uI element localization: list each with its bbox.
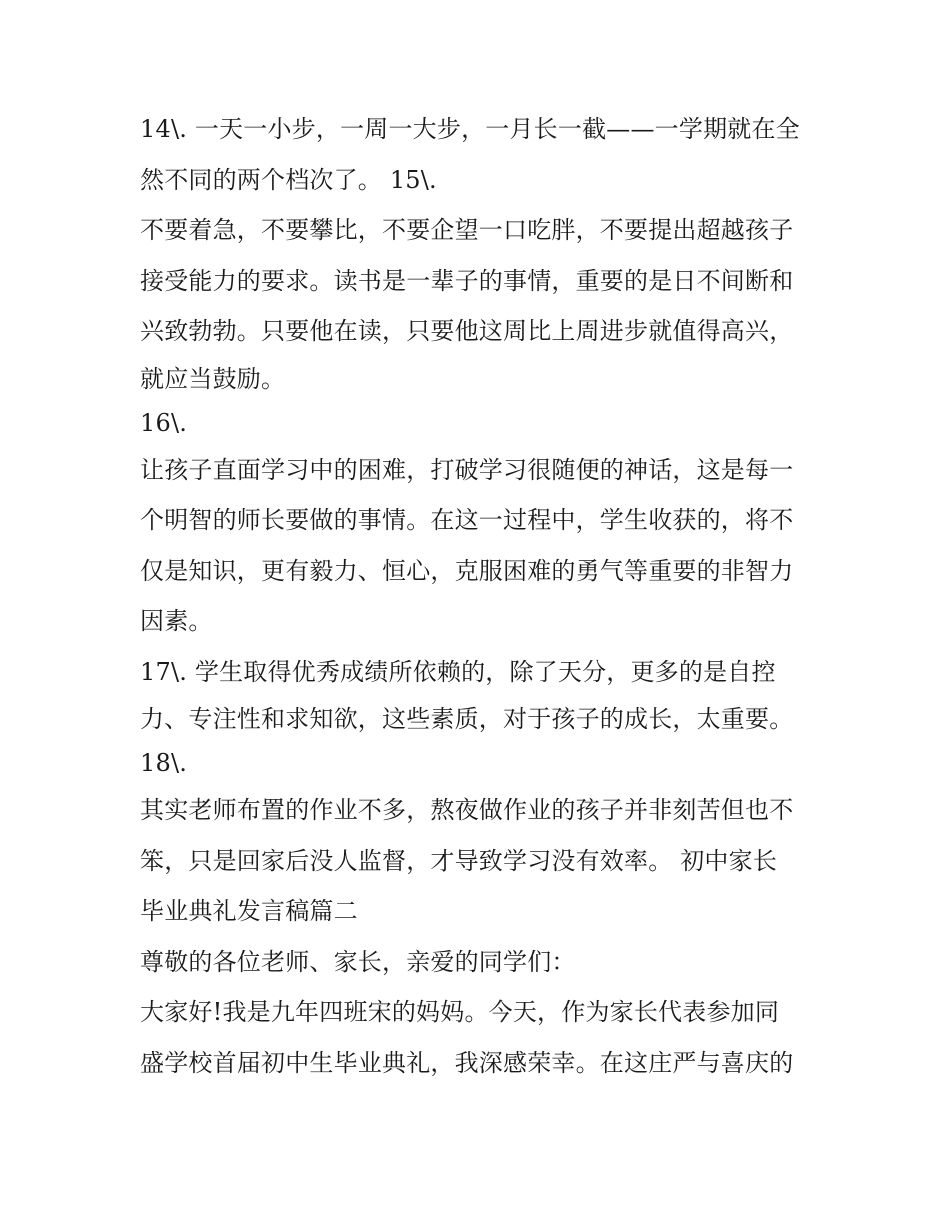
text-line: 然不同的两个档次了。 15\. bbox=[140, 165, 437, 194]
text-line: 笨，只是回家后没人监督，才导致学习没有效率。 初中家长 bbox=[140, 846, 778, 875]
text-line: 18\. bbox=[140, 749, 188, 777]
text-line: 兴致勃勃。只要他在读，只要他这周比上周进步就值得高兴， bbox=[140, 317, 794, 345]
text-line: 毕业典礼发言稿篇二 bbox=[140, 897, 358, 925]
text-line: 17\. 学生取得优秀成绩所依赖的，除了天分，更多的是自控 bbox=[140, 657, 776, 686]
text-line: 16\. bbox=[140, 408, 188, 437]
text-line: 接受能力的要求。读书是一辈子的事情，重要的是日不间断和 bbox=[140, 266, 794, 295]
text-line: 就应当鼓励。 bbox=[140, 364, 286, 393]
text-line: 大家好!我是九年四班宋的妈妈。今天，作为家长代表参加同 bbox=[140, 998, 780, 1026]
text-line: 因素。 bbox=[140, 607, 213, 635]
text-line: 让孩子直面学习中的困难，打破学习很随便的神话，这是每一 bbox=[140, 455, 794, 484]
text-line: 盛学校首届初中生毕业典礼，我深感荣幸。在这庄严与喜庆的 bbox=[140, 1048, 794, 1077]
text-line: 不要着急，不要攀比，不要企望一口吃胖，不要提出超越孩子 bbox=[140, 216, 794, 244]
text-line: 力、专注性和求知欲，这些素质，对于孩子的成长，太重要。 bbox=[140, 705, 794, 733]
text-line: 尊敬的各位老师、家长，亲爱的同学们： bbox=[140, 947, 576, 976]
text-line: 仅是知识，更有毅力、恒心，克服困难的勇气等重要的非智力 bbox=[140, 556, 794, 585]
text-line: 其实老师布置的作业不多，熬夜做作业的孩子并非刻苦但也不 bbox=[140, 796, 794, 824]
text-line: 个明智的师长要做的事情。在这一过程中，学生收获的，将不 bbox=[140, 506, 794, 534]
text-line: 14\. 一天一小步，一周一大步，一月长一截——一学期就在全 bbox=[140, 115, 800, 143]
document-body bbox=[140, 104, 820, 1088]
